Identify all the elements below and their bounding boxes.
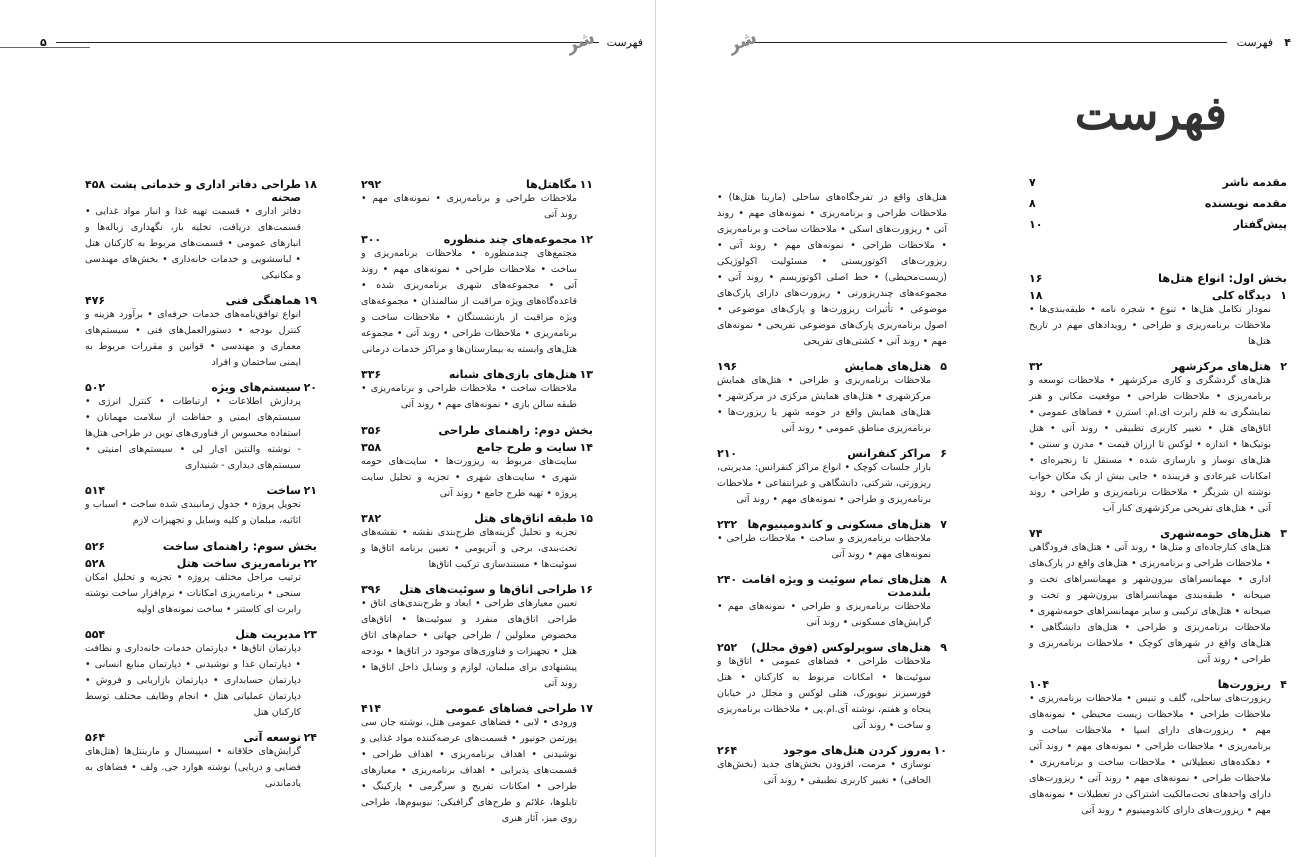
toc-entry [1029,360,1287,517]
chapter-topics: ملاحظات طراحی • فضاهای عمومی • اتاق‌ها و سوئیت‌ها • امکانات مربوط به کارکنان • هتل فورسیزنز نیویورک، هتلی لوکس و مجلل در خیابان پنجاه و هفتم، نوشته آی.ام.پی • ملاحظات برنامه‌ریزی و ساخت • روند آتی [717,656,931,731]
front-matter-title: مقدمه ناشر [1222,176,1287,189]
front-matter-page: ۸ [1029,197,1036,210]
page-number-right: ۴ [1284,36,1291,49]
chapter-page: ۱۸ [1029,289,1043,302]
chapter-title: هتل‌های حومه‌شهری [1160,527,1271,540]
toc-entry-heading[interactable] [717,360,947,373]
chapter-page: ۵۵۴ [85,628,106,641]
chapter-number: ۱۱ [579,178,593,191]
chapter-title: طراحی دفاتر اداری و خدماتی پشت صحنه [109,178,301,204]
front-matter-item[interactable] [1029,218,1287,231]
header-label: فهرست [1236,36,1273,49]
toc-entry-heading[interactable] [361,178,593,191]
front-matter-item[interactable] [1029,197,1287,210]
chapter-topics: ملاحظات برنامه‌ریزی و طراحی • نمونه‌های مهم • گرایش‌های مسکونی • روند آتی [717,601,931,628]
toc-entry [1029,289,1287,350]
part-page: ۱۶ [1029,272,1043,285]
chapter-page: ۲۳۲ [717,518,738,531]
part-heading[interactable] [361,423,593,437]
chapter-title: هتل‌های مسکونی و کاندومینیوم‌ها [747,518,931,531]
part-title: بخش دوم: راهنمای طراحی [438,423,593,437]
chapter-page: ۳۵۸ [361,441,382,454]
chapter-number: ۸ [940,573,947,586]
toc-entry-heading[interactable] [1029,360,1287,373]
chapter-title: هتل‌های تمام سوئیت و ویژه اقامت بلندمدت [741,573,931,599]
toc-entry [717,744,947,789]
chapter-topics: هتل‌های واقع در تفرجگاه‌های ساحلی (مارینا هتل‌ها) • ملاحظات طراحی و برنامه‌ریزی • نمونه‌های مهم • روند آتی • ریزورت‌های اسکی • ملاحظات ساخت و برنامه‌ریزی • ملاحظات طراحی • نمونه‌های مهم • روند آتی • ریزورت‌های اکوتوریستی • مسئولیت اکولوژیکی (زیست‌محیطی) • خط اصلی اکوتوریسم • روند آتی • مجموعه‌های چندریزورتی • ریزورت‌های دارای پارک‌های موضوعی • تأثیرات ریزورت‌ها و پارک‌های موضوعی • اصول برنامه‌ریزی پارک‌های موضوعی تفریحی • نمونه‌های مهم • روند آتی • کشتی‌های تفریحی [717,192,947,347]
toc-entry [717,518,947,563]
chapter-page: ۴۵۸ [85,178,106,191]
chapter-topics: ملاحظات ساخت • ملاحظات طراحی و برنامه‌ریزی • طبقه سالن بازی • نمونه‌های مهم • روند آتی [361,383,577,410]
chapter-page: ۳۹۶ [361,583,382,596]
toc-entry [85,484,317,529]
toc-entry-heading[interactable] [85,628,317,641]
chapter-page: ۵۲۸ [85,557,106,570]
publisher-logo-left: شر [563,26,598,57]
part-heading[interactable] [1029,271,1287,285]
chapter-topics: نمودار تکامل هتل‌ها • تنوع • شجره نامه • طبقه‌بندی‌ها • ملاحظات برنامه‌ریزی و طراحی • رویدادهای مهم در تاریخ هتل‌ها [1029,304,1271,347]
toc-entry-heading[interactable] [85,294,317,307]
header-label: فهرست [606,36,643,49]
toc-entry [361,583,593,692]
chapter-page: ۱۹۶ [717,360,738,373]
toc-entry-heading[interactable] [85,484,317,497]
chapter-number: ۱۵ [579,512,593,525]
chapter-title: مجموعه‌های چند منظوره [443,233,577,246]
toc-entry [85,178,317,284]
chapter-title: هماهنگی فنی [225,294,301,307]
front-matter-item[interactable] [1029,176,1287,189]
chapter-topics: تحویل پروژه • جدول زمانبندی شده ساخت • اسباب و اثاثیه، مبلمان و کلیه وسایل و تجهیزات لازم [85,499,301,526]
chapter-topics: بازار جلسات کوچک • انواع مراکز کنفرانس: مدیریتی، ریزورتی، شرکتی، دانشگاهی و غیرانتفاعی • ملاحظات برنامه‌ریزی و طراحی • نمونه‌های مهم • روند آتی [717,462,931,505]
toc-entry [85,557,317,618]
chapter-number: ۱۲ [579,233,593,246]
chapter-title: هتل‌های مرکزشهر [1171,360,1271,373]
chapter-title: طراحی فضاهای عمومی [445,702,577,715]
chapter-page: ۵۶۴ [85,731,106,744]
chapter-topics: دفاتر اداری • قسمت تهیه غذا و انبار مواد غذایی • قسمت‌های دریافت، تخلیه بار، نگهداری زباله‌ها و انبارهای عمومی • قسمت‌های مربوط به کارکنان هتل • لباسشویی و خدمات خانه‌داری • بخش‌های مهندسی و مکانیکی [85,206,301,281]
chapter-page: ۲۹۲ [361,178,382,191]
chapter-number: ۱۸ [303,178,317,191]
chapter-page: ۳۳۶ [361,368,382,381]
running-header-left [607,36,643,49]
chapter-title: طبقه اتاق‌های هتل [474,512,577,525]
chapter-number: ۱۳ [579,368,593,381]
chapter-page: ۵۱۴ [85,484,106,497]
chapter-title: ریزورت‌ها [1217,678,1271,691]
running-header-right [1237,36,1273,49]
toc-entry-heading[interactable] [717,573,947,599]
chapter-title: توسعه آتی [243,731,301,744]
toc-entry [85,731,317,792]
chapter-title: برنامه‌ریزی ساخت هتل [176,557,301,570]
toc-entry-heading[interactable] [361,512,593,525]
chapter-title: مراکز کنفرانس [847,447,931,460]
toc-column-1 [1029,176,1287,829]
toc-entry [1029,527,1287,668]
chapter-topics: ملاحظات طراحی و برنامه‌ریزی • نمونه‌های مهم • روند آتی [361,193,577,220]
toc-entry-heading[interactable] [85,381,317,394]
toc-entry-heading[interactable] [361,233,593,246]
chapter-number: ۲۰ [303,381,317,394]
chapter-topics: ریزورت‌های ساحلی، گلف و تنیس • ملاحظات برنامه‌ریزی • ملاحظات طراحی • ملاحظات زیست محیطی • نمونه‌های مهم • ریزورت‌های دارای اسپا • ملاحظات ساخت و برنامه‌ریزی • ملاحظات طراحی • نمونه‌های مهم • روند آتی • دهکده‌های تعطیلاتی • ملاحظات ساخت و برنامه‌ریزی • ملاحظات طراحی • نمونه‌های مهم • روند آتی • ریزورت‌های دارای واحدهای تحت‌مالکیت اشتراکی در تعطیلات • نمونه‌های مهم • ریزورت‌های دارای کاندومینیوم • روند آتی [1029,693,1271,816]
toc-entry-heading[interactable] [361,583,593,596]
toc-entry-heading[interactable] [1029,289,1287,302]
toc-entry-heading[interactable] [361,368,593,381]
chapter-number: ۱۶ [579,583,593,596]
toc-entry [361,178,593,223]
chapter-topics: تعیین معیارهای طراحی • ابعاد و طرح‌بندی‌های اتاق • طراحی اتاق‌های منفرد و سوئیت‌ها • اتاق‌های مخصوص معلولین / طراحی جهانی • حمام‌های اتاق هتل • تجهیزات و فناوری‌های موجود در اتاق‌ها • بودجه پیشنهادی برای مبلمان، لوازم و وسایل داخل اتاق‌ها • روند آتی [361,598,577,689]
chapter-topics: ملاحظات برنامه‌ریزی و طراحی • هتل‌های همایش مرکزشهری • هتل‌های همایش مرکزی در مرکزشهر • هتل‌های همایش واقع در حومه شهر یا ریزورت‌ها • برنامه‌ریزی مناطق عمومی • روند آتی [717,375,931,434]
page-right [656,0,1313,857]
toc-entry [717,190,947,350]
toc-column-2 [717,190,947,799]
chapter-topics: ترتیب مراحل مختلف پروژه • تجزیه و تحلیل امکان سنجی • برنامه‌ریزی امکانات • نرم‌افزار ساخت نوشته رابرت ای کاستنر • ساخت نمونه‌های اولیه [85,572,301,615]
toc-entry-heading[interactable] [717,518,947,531]
toc-entry-heading[interactable] [717,744,947,757]
front-matter-title: مقدمه نویسنده [1204,197,1287,210]
chapter-title: هتل‌های سوپرلوکس (فوق مجلل) [751,641,931,654]
chapter-number: ۱۰ [933,744,947,757]
chapter-page: ۳۰۰ [361,233,382,246]
chapter-title: سیستم‌های ویژه [211,381,301,394]
toc-entry [85,294,317,371]
header-rule-left [56,42,599,43]
chapter-number: ۳ [1280,527,1287,540]
chapter-title: دیدگاه کلی [1212,289,1271,302]
chapter-title: هتل‌های همایش [844,360,931,373]
toc-column-4 [85,178,317,802]
toc-entry [85,628,317,721]
chapter-page: ۲۶۴ [717,744,738,757]
chapter-title: مگاهتل‌ها [525,178,577,191]
front-matter-page: ۱۰ [1029,218,1043,231]
toc-entry [717,447,947,508]
chapter-page: ۳۲ [1029,360,1043,373]
chapter-page: ۵۰۲ [85,381,106,394]
chapter-topics: تجزیه و تحلیل گزینه‌های طرح‌بندی نقشه • نقشه‌های تخت‌بندی، برجی و آتریومی • تعیین برنامه اتاق‌ها و سوئیت‌ها • مستندسازی ترکیب اتاق‌ها [361,527,577,570]
chapter-topics: انواع توافق‌نامه‌های خدمات حرفه‌ای • برآورد هزینه و کنترل بودجه • دستورالعمل‌های فنی • سیستم‌های معماری و مهندسی • قوانین و مقررات مربوط به ایمنی ساختمان و افراد [85,309,301,368]
chapter-title: هتل‌های بازی‌های شبانه [448,368,577,381]
chapter-number: ۲۴ [303,731,317,744]
chapter-topics: دپارتمان اتاق‌ها • دپارتمان خدمات خانه‌داری و نظافت • دپارتمان غذا و نوشیدنی • دپارتمان منابع انسانی • دپارتمان حسابداری • دپارتمان بازاریابی و فروش • دپارتمان عملیاتی هتل • انجام وظایف مختلف توسط کارکنان هتل [85,643,301,718]
toc-entry [361,233,593,358]
toc-entry-heading[interactable] [85,557,317,570]
header-rule-left-edge [0,47,90,48]
part-heading[interactable] [85,539,317,553]
publisher-logo-right: شر [725,26,760,57]
toc-entry [361,368,593,413]
part-page: ۳۵۶ [361,424,382,437]
chapter-page: ۲۱۰ [717,447,738,460]
toc-entry-heading[interactable] [717,447,947,460]
chapter-topics: ملاحظات برنامه‌ریزی و ساخت • ملاحظات طراحی • نمونه‌های مهم • روند آتی [717,533,931,560]
chapter-title: سایت و طرح جامع [476,441,577,454]
chapter-number: ۲ [1280,360,1287,373]
chapter-page: ۲۵۲ [717,641,738,654]
toc-entry [361,702,593,827]
chapter-page: ۲۴۰ [717,573,738,586]
chapter-number: ۲۲ [303,557,317,570]
toc-column-3 [361,178,593,837]
chapter-number: ۲۳ [303,628,317,641]
chapter-topics: هتل‌های کنارجاده‌ای و متل‌ها • روند آتی • هتل‌های فرودگاهی • ملاحظات طراحی و برنامه‌ریزی • هتل‌های واقع در پارک‌های اداری • مهمانسراهای بیرون‌شهر و مهمانسراهای تخت و صبحانه • طبقه‌بندی مهمانسراهای بیرون‌شهر و تخت و صبحانه • هتل‌های ترکیبی و سایر مهمانسراهای حومه‌شهری • ملاحظات برنامه‌ریزی و طراحی • هتل‌های دانشگاهی • هتل‌های واقع در شهرهای کوچک • ملاحظات برنامه‌ریزی و طراحی • روند آتی [1028,542,1271,665]
chapter-number: ۶ [940,447,947,460]
toc-entry-heading[interactable] [85,731,317,744]
chapter-number: ۱۷ [579,702,593,715]
chapter-page: ۷۴ [1029,527,1043,540]
chapter-topics: نوسازی • مرمت، افزودن بخش‌های جدید (بخش‌های الحاقی) • تغییر کاربری تطبیقی • روند آتی [717,759,931,786]
toc-entry-heading[interactable] [717,641,947,654]
header-rule-right [746,42,1227,43]
toc-entry-heading[interactable] [361,702,593,715]
chapter-number: ۷ [940,518,947,531]
chapter-number: ۴ [1280,678,1287,691]
part-page: ۵۲۶ [85,540,106,553]
chapter-number: ۱۹ [303,294,317,307]
toc-entry-heading[interactable] [361,441,593,454]
front-matter-title: پیش‌گفتار [1233,218,1287,231]
chapter-topics: پردازش اطلاعات • ارتباطات • کنترل انرژی • سیستم‌های ایمنی و حفاظت از سلامت مهمانان • استفاده محسوس از فناوری‌های نوین در طراحی هتل‌ها - نوشته والنتین ای‌ار لی • سیستم‌های امنیتی • سیستم‌های دیداری - شنیداری [85,396,301,471]
chapter-page: ۴۷۶ [85,294,106,307]
page-title: فهرست [1074,86,1227,140]
chapter-page: ۱۰۴ [1029,678,1050,691]
toc-entry [717,360,947,437]
chapter-number: ۹ [940,641,947,654]
chapter-topics: ورودی • لابی • فضاهای عمومی هتل، نوشته جان سی پورتمن جونیور • قسمت‌های عرضه‌کننده مواد غذایی و نوشیدنی • اهداف برنامه‌ریزی • اهداف طراحی • قسمت‌های پذیرایی • اهداف برنامه‌ریزی • معیارهای طراحی • امکانات تفریح و سرگرمی • پارکینگ • تابلوها، علائم و طرح‌های گرافیکی: نیوبیوم‌ها، طراحی روی میز، آثار هنری [361,717,577,824]
chapter-topics: سایت‌های مربوط به ریزورت‌ها • سایت‌های حومه شهری • سایت‌های شهری • تجزیه و تحلیل سایت پروژه • تهیه طرح جامع • روند آتی [361,456,577,499]
chapter-title: طراحی اتاق‌ها و سوئیت‌های هتل [399,583,577,596]
toc-entry [717,641,947,734]
toc-entry [1029,678,1287,819]
front-matter-page: ۷ [1029,176,1036,189]
page-number-left: ۵ [40,36,47,49]
chapter-number: ۲۱ [303,484,317,497]
toc-entry [85,381,317,474]
toc-entry [361,512,593,573]
chapter-topics: مجتمع‌های چندمنظوره • ملاحظات برنامه‌ریزی و ساخت • ملاحظات طراحی • نمونه‌های مهم • روند آتی • مجموعه‌های شهری برنامه‌ریزی شده • قاعده‌گاه‌های ویژه مراقبت از سالمندان • مجموعه‌های ویژه مراقبت از بازنشستگان • ملاحظات ساخت و برنامه‌ریزی • ملاحظات طراحی • روند آتی • مجموعه هتل‌های وابسته به بیمارستان‌ها و مراکز خدمات درمانی [361,248,577,355]
toc-entry [361,441,593,502]
chapter-page: ۴۱۴ [361,702,382,715]
toc-entry-heading[interactable] [1029,527,1287,540]
chapter-title: ساخت [266,484,301,497]
toc-entry [717,573,947,631]
chapter-topics: گرایش‌های خلاقانه • اسپیسنال و مارینتل‌ها (هتل‌های فضایی و دریایی) نوشته هوارد جی. ولف • فضاهای به یادماندنی [85,746,301,789]
chapter-title: مدیریت هتل [235,628,301,641]
toc-entry-heading[interactable] [1029,678,1287,691]
front-matter [1029,176,1287,231]
chapter-topics: هتل‌های گردشگری و کاری مرکزشهر • ملاحظات توسعه و برنامه‌ریزی • ملاحظات طراحی • موقعیت مکانی و هنر نمایشگری به قلم رابرت ای.ام. استرن • فضاهای عمومی • اتاق‌های هتل • تغییر کاربری تطبیقی • روند آتی • هتل بوتیک‌ها • اندازه • لوکس تا ارزان قیمت • مدرن و سنتی • هتل‌های نوساز و بازسازی شده • مستقل تا زنجیره‌ای • امکانات غیرعادی و فریبنده • جایی بیش از یک مکان خواب نوشته ان شریگر • ملاحظات برنامه‌ریزی و طراحی • روند آتی • هتل‌های تفریحی مرکزشهری کنار آب [1029,375,1271,514]
page-left [0,0,656,857]
chapter-number: ۵ [940,360,947,373]
chapter-number: ۱ [1280,289,1287,302]
toc-entry-heading[interactable] [85,178,317,204]
chapter-title: به‌روز کردن هتل‌های موجود [782,744,931,757]
chapter-number: ۱۴ [579,441,593,454]
chapter-page: ۳۸۲ [361,512,382,525]
part-title: بخش سوم: راهنمای ساخت [162,539,317,553]
part-title: بخش اول: انواع هتل‌ها [1157,271,1287,285]
